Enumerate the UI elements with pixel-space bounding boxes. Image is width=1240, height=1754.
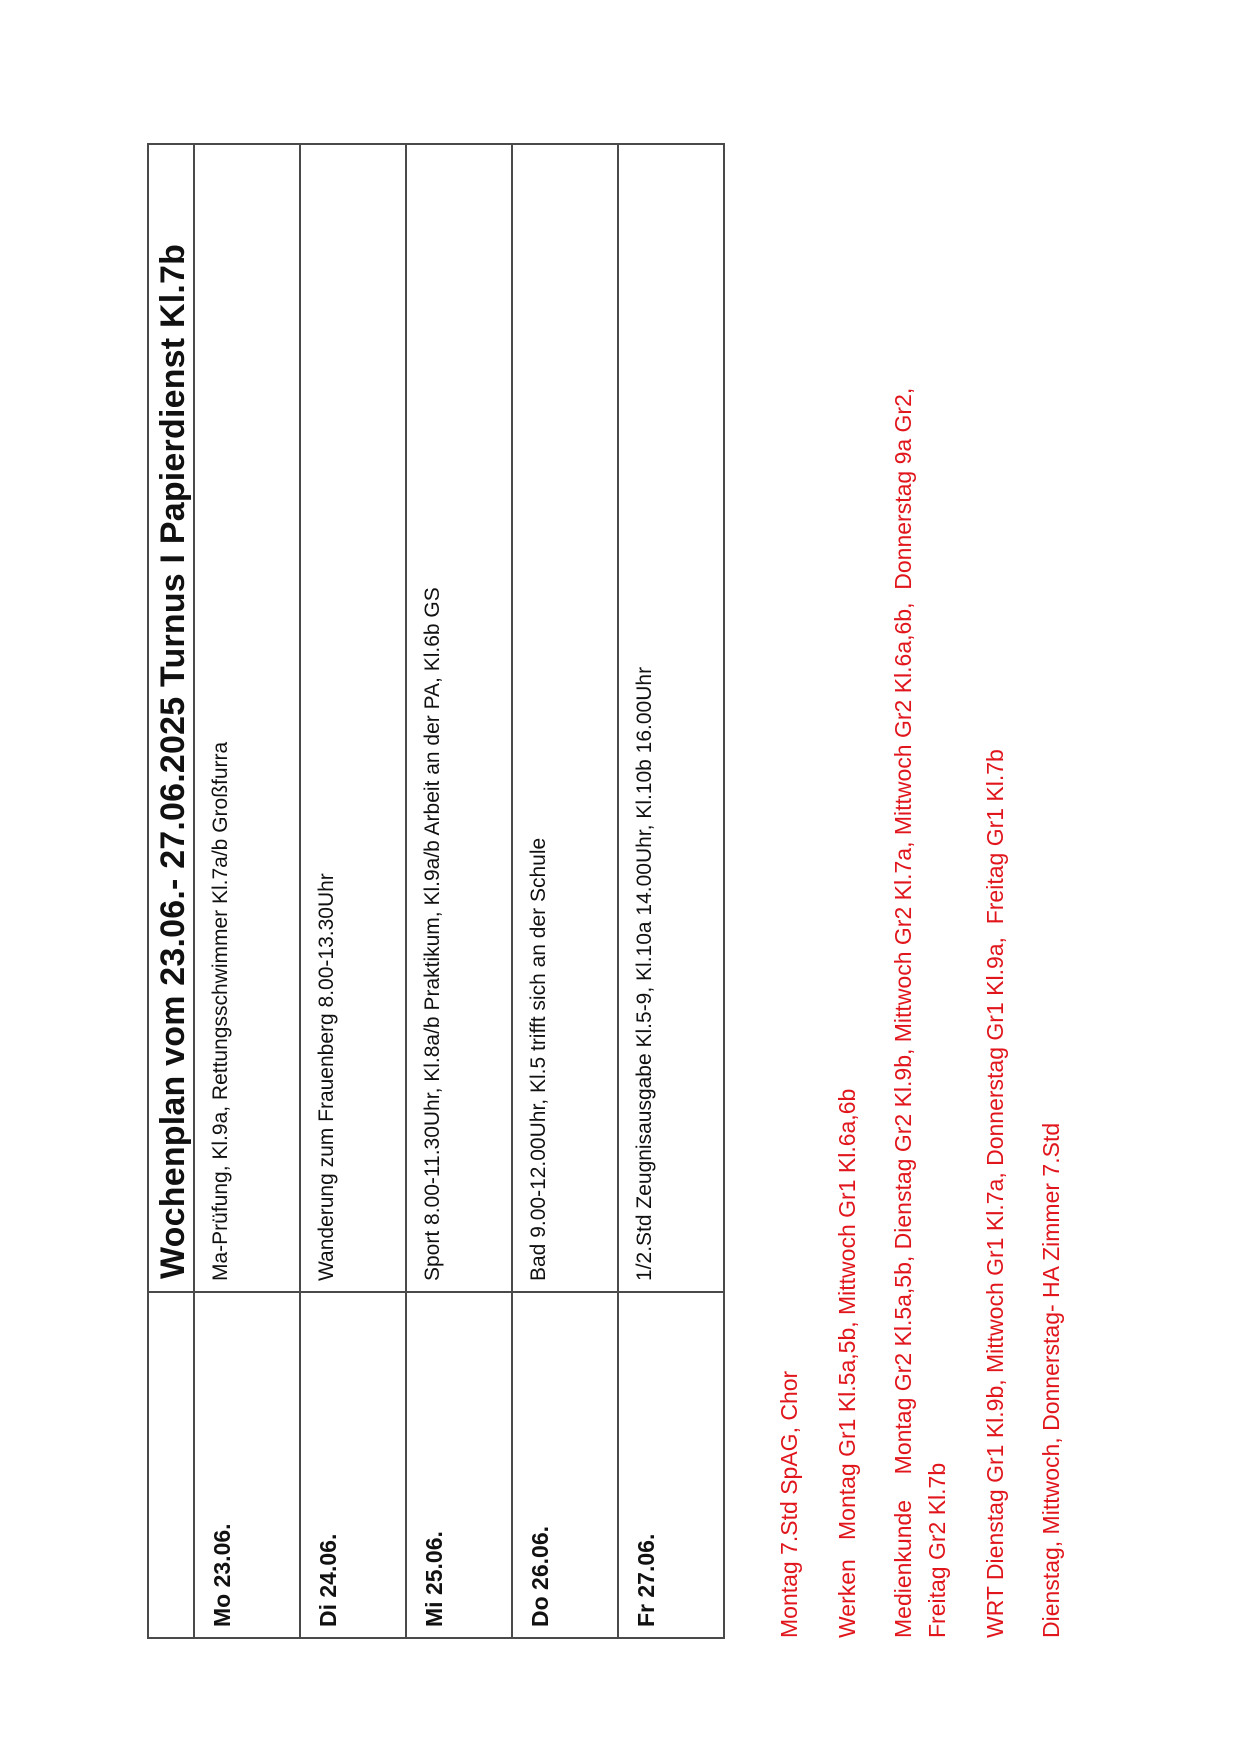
day-label: Mi 25.06. — [406, 1292, 512, 1638]
day-label: Di 24.06. — [300, 1292, 406, 1638]
day-label: Do 26.06. — [512, 1292, 618, 1638]
note-medienkunde-cont: Freitag Gr2 Kl.7b — [924, 1462, 950, 1638]
day-entry: Wanderung zum Frauenberg 8.00-13.30Uhr — [300, 144, 406, 1292]
page-title: Wochenplan vom 23.06.- 27.06.2025 Turnus I Papierdienst Kl.7b — [148, 144, 194, 1292]
day-entry: Bad 9.00-12.00Uhr, Kl.5 trifft sich an der Schule — [512, 144, 618, 1292]
note-medienkunde: Medienkunde Montag Gr2 Kl.5a,5b, Dienstag Gr2 Kl.9b, Mittwoch Gr2 Kl.7a, Mittwoch Gr2 Kl.6a,6b, Donnerstag 9a Gr2, — [890, 387, 916, 1638]
day-label: Fr 27.06. — [618, 1292, 724, 1638]
day-label: Mo 23.06. — [194, 1292, 300, 1638]
note-wrt: WRT Dienstag Gr1 Kl.9b, Mittwoch Gr1 Kl.7a, Donnerstag Gr1 Kl.9a, Freitag Gr1 Kl.7b — [982, 749, 1008, 1638]
day-entry: Ma-Prüfung, Kl.9a, Rettungsschwimmer Kl.7a/b Großfurra — [194, 144, 300, 1292]
note-ha: Dienstag, Mittwoch, Donnerstag- HA Zimmer 7.Std — [1038, 1122, 1064, 1638]
day-entry: 1/2.Std Zeugnisausgabe Kl.5-9, Kl.10a 14.00Uhr, Kl.10b 16.00Uhr — [618, 144, 724, 1292]
note-werken: Werken Montag Gr1 Kl.5a,5b, Mittwoch Gr1 Kl.6a,6b — [834, 1088, 860, 1638]
note-montag: Montag 7.Std SpAG, Chor — [776, 1370, 802, 1638]
day-entry: Sport 8.00-11.30Uhr, Kl.8a/b Praktikum, Kl.9a/b Arbeit an der PA, Kl.6b GS — [406, 144, 512, 1292]
